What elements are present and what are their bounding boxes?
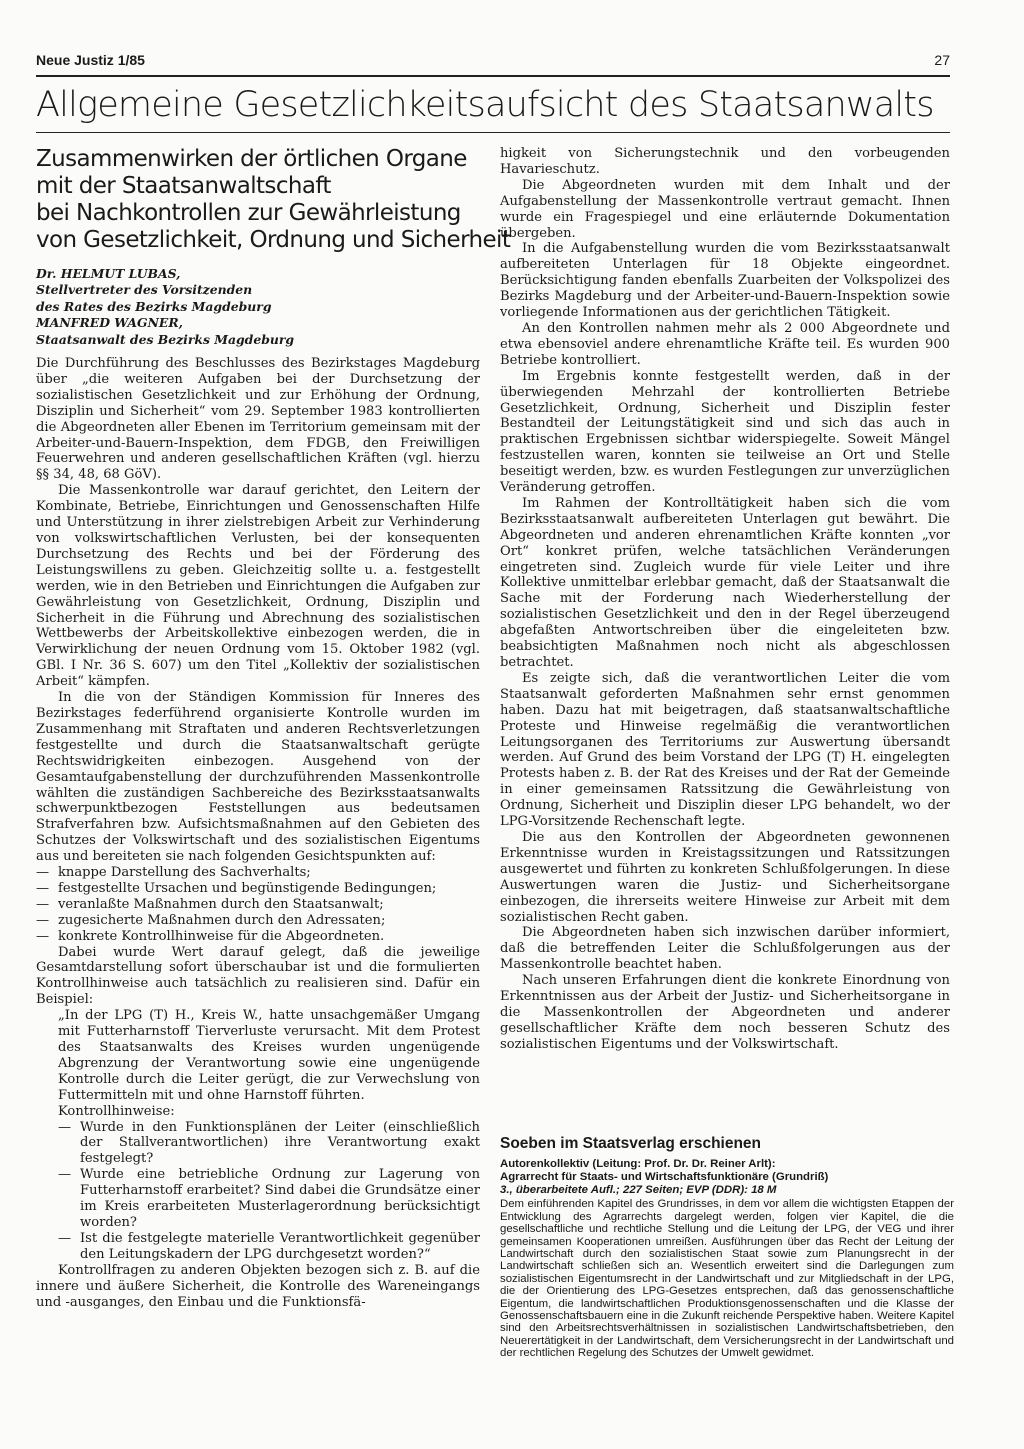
list-item: — konkrete Kontrollhinweise für die Abgeordneten. xyxy=(36,928,385,944)
quote-paragraph: „In der LPG (T) H., Kreis W., hatte unsachgemäßer Umgang mit Futterharnstoff Tierverluste verursacht. Mit dem Protest des Staatsanwalts des Kreises wurden ungenügende Abgrenzung der Verantwortung sowie eine ungenügende Kontrolle durch die Leiter gerügt, die zur Verwechslung von Futtermitteln mit und ohne Harnstoff führten. xyxy=(58,1008,480,1103)
article-subtitle xyxy=(36,146,511,254)
list-item: — veranlaßte Maßnahmen durch den Staatsanwalt; xyxy=(36,896,384,912)
right-column xyxy=(500,146,950,1053)
body-paragraph: An den Kontrollen nahmen mehr als 2 000 Abgeordnete und etwa ebensoviel andere ehrenamtliche Kräfte teil. Es wurden 900 Betriebe kontrolliert. xyxy=(500,320,950,368)
body-paragraph: Im Rahmen der Kontrolltätigkeit haben sich die vom Bezirksstaatsanwalt aufbereiteten Unterlagen gut bewährt. Die Abgeordneten und anderen ehrenamtlichen Kräfte konnten „vor Ort“ konkret prüfen, welche tatsächlichen Veränderungen eingetreten sind. Zugleich wurde für viele Leiter und ihre Kollektive unmittelbar erlebbar gemacht, daß der Staatsanwalt die Sache mit der Forderung nach Wiederherstellung der sozialistischen Gesetzlichkeit und den in der Regel überzeugend abgefaßten Antwortschreiben über die eingeleiteten bzw. beabsichtigten Maßnahmen noch nicht als abgeschlossen betrachtet. xyxy=(500,495,950,670)
body-paragraph: In die von der Ständigen Kommission für Inneres des Bezirkstages federführend organisierte Kontrolle wurden im Zusammenhang mit Straftaten und anderen Rechtsverletzungen festgestellte und durch die Staatsanwaltschaft gerügte Rechtswidrigkeiten einbezogen. Ausgehend von der Gesamtaufgabenstellung der durchzuführenden Massenkontrolle wählten die zuständigen Sachbereiche des Bezirksstaatsanwalts schwerpunktbezogen Feststellungen aus bedeutsamen Strafverfahren bzw. Aufsichtsmaßnahmen auf den Gebieten des Schutzes der Volkswirtschaft und des sozialistischen Eigentums aus und bereiteten sie nach folgenden Gesichtspunkten auf: xyxy=(36,690,480,865)
subtitle-line: mit der Staatsanwaltschaft xyxy=(36,173,331,199)
body-paragraph: Die Abgeordneten wurden mit dem Inhalt und der Aufgabenstellung der Massenkontrolle vertraut gemacht. Ihnen wurde ein Fragespiegel und eine erläuternde Dokumentation übergeben. xyxy=(500,177,950,241)
page-header xyxy=(36,52,950,74)
body-paragraph: Im Ergebnis konnte festgestellt werden, daß in der überwiegenden Mehrzahl der kontrollierten Betriebe Gesetzlichkeit, Ordnung, Sicherheit und Disziplin fester Bestandteil der Leitungstätigkeit sind und sich das auch in praktischen Ergebnissen sichtbar widerspiegelte. Soweit Mängel festzustellen waren, konnten sie teilweise an Ort und Stelle beseitigt werden, bzw. es wurden Festlegungen zur unverzüglichen Veränderung getroffen. xyxy=(500,368,950,496)
subtitle-line: von Gesetzlichkeit, Ordnung und Sicherheit xyxy=(36,227,511,253)
body-paragraph: Nach unseren Erfahrungen dient die konkrete Einordnung von Erkenntnissen aus der Arbeit der Justiz- und Sicherheitsorgane in die Massenkontrollen der Abgeordneten und anderer gesellschaftlicher Kräfte dem noch besseren Schutz des sozialistischen Eigentums und der Volkswirtschaft. xyxy=(500,973,950,1052)
journal-issue: Neue Justiz 1/85 xyxy=(36,52,145,68)
quote-item: — Wurde eine betriebliche Ordnung zur Lagerung von Futterharnstoff erarbeitet? Sind dabei die Grundsätze einer im Kreis erarbeiteten Musterlagerordnung berücksichtigt worden? xyxy=(58,1167,480,1230)
list-item: — knappe Darstellung des Sachverhalts; xyxy=(36,865,311,881)
body-paragraph: Kontrollfragen zu anderen Objekten bezogen sich z. B. auf die innere und äußere Sicherheit, die Kontrolle des Wareneingangs und -ausganges, den Einbau und die Funktionsfä- xyxy=(36,1262,480,1310)
body-paragraph: higkeit von Sicherungstechnik und den vorbeugenden Havarieschutz. xyxy=(500,146,950,177)
citation-title: Agrarrecht für Staats- und Wirtschaftsfunktionäre (Grundriß) xyxy=(500,1170,829,1183)
section-title: Allgemeine Gesetzlichkeitsaufsicht des Staatsanwalts xyxy=(36,85,934,125)
notice-heading: Soeben im Staatsverlag erschienen xyxy=(500,1135,762,1152)
body-paragraph: Dabei wurde Wert darauf gelegt, daß die jeweilige Gesamtdarstellung sofort überschaubar ist und die formulierten Kontrollhinweise auch tatsächlich zu realisieren sind. Dafür ein Beispiel: xyxy=(36,944,480,1008)
page-number: 27 xyxy=(934,52,950,68)
list-item: — festgestellte Ursachen und begünstigende Bedingungen; xyxy=(36,880,437,896)
author-line: Stellvertreter des Vorsitzenden xyxy=(36,282,253,298)
header-rule xyxy=(36,75,950,77)
quote-item: — Ist die festgelegte materielle Verantwortlichkeit gegenüber den Leitungskadern der LPG durchgesetzt worden?“ xyxy=(58,1230,480,1262)
body-paragraph: In die Aufgabenstellung wurden die vom Bezirksstaatsanwalt aufbereiteten Unterlagen für 18 Objekte eingeordnet. Berücksichtigung fanden ebenfalls Zuarbeiten der Volkspolizei des Bezirks Magdeburg und der Arbeiter-und-Bauern-Inspektion sowie vorliegende Informationen aus der gerichtlichen Tätigkeit. xyxy=(500,241,950,321)
citation-authors: Autorenkollektiv (Leitung: Prof. Dr. Dr. Reiner Arlt): xyxy=(500,1158,776,1170)
body-paragraph: Die Massenkontrolle war darauf gerichtet, den Leitern der Kombinate, Betriebe, Einrichtungen und Genossenschaften Hilfe und Unterstützung in ihrer zielstrebigen Arbeit zur Verhinderung von volkswirtschaftlichen Verlusten, bei der konsequenten Durchsetzung des Rechts und bei der Förderung des Leistungswillens zu geben. Gleichzeitig sollte u. a. festgestellt werden, wie in den Betrieben und Einrichtungen die Aufgaben zur Gewährleistung von Gesetzlichkeit, Ordnung, Disziplin und Sicherheit in die Führung und Abrechnung des sozialistischen Wettbewerbs der Arbeitskollektive einbezogen werden, die in Verwirklichung der neuen Ordnung vom 15. Oktober 1982 (vgl. GBl. I Nr. 36 S. 607) um den Titel „Kollektiv der sozialistischen Arbeit“ kämpfen. xyxy=(36,483,480,690)
subtitle-line: bei Nachkontrollen zur Gewährleistung xyxy=(36,200,461,226)
publisher-notice xyxy=(500,1134,954,1360)
subtitle-line: Zusammenwirken der örtlichen Organe xyxy=(36,146,467,172)
example-quote xyxy=(36,1008,480,1263)
body-paragraph: Die Abgeordneten haben sich inzwischen darüber informiert, daß die betreffenden Leiter die Schlußfolgerungen aus der Massenkontrolle beachtet haben. xyxy=(500,925,950,973)
criteria-list xyxy=(36,865,480,945)
list-item: — zugesicherte Maßnahmen durch den Adressaten; xyxy=(36,912,386,928)
author-line: des Rates des Bezirks Magdeburg xyxy=(36,298,272,314)
author-line: MANFRED WAGNER, xyxy=(36,315,183,331)
author-line: Dr. HELMUT LUBAS, xyxy=(36,266,181,281)
left-column xyxy=(36,146,511,1310)
quote-item: — Wurde in den Funktionsplänen der Leiter (einschließlich der Stallverantwortlichen) ihre Verantwortung exakt festgelegt? xyxy=(58,1119,480,1167)
quote-label: Kontrollhinweise: xyxy=(58,1103,175,1119)
book-citation xyxy=(500,1158,954,1196)
author-line: Staatsanwalt des Bezirks Magdeburg xyxy=(36,331,295,347)
body-paragraph: Die Durchführung des Beschlusses des Bezirkstages Magdeburg über „die weiteren Aufgaben bei der Durchsetzung der sozialistischen Gesetzlichkeit und zur Erhöhung der Ordnung, Disziplin und Sicherheit“ vom 29. September 1983 kontrollierten die Abgeordneten aller Ebenen im Territorium gemeinsam mit der Arbeiter-und-Bauern-Inspektion, dem FDGB, den Freiwilligen Feuerwehren und anderen gesellschaftlichen Kräften (vgl. hierzu §§ 34, 48, 68 GöV). xyxy=(36,356,480,483)
book-description: Dem einführenden Kapitel des Grundrisses, in dem vor allem die wichtigsten Etappen der Entwicklung des Agrarrechts dargelegt werden, folgen vier Kapitel, die die gesellschaftliche und rechtliche Stellung und die Leitung der LPG, der VEG und ihrer gemeinsamen Kooperationen umreißen. Ausführungen über das Recht der Leitung der Landwirtschaft durch den sozialistischen Staat sowie zum Planungsrecht in der Landwirtschaft schließen sich an. Wesentlich erweitert sind die Darlegungen zum sozialistischen Eigentumsrecht in der Landwirtschaft und zur Mitgliedschaft in der LPG, die der Orientierung des LPG-Gesetzes entsprechen, daß das genossenschaftliche Eigentum, die landwirtschaftlichen Produktionsgenossenschaften und die Klasse der Genossenschaftsbauern eine in die Zukunft reichende Perspektive haben. Weitere Kapitel sind den Arbeitsrechtsverhältnissen in sozialistischen Landwirtschaftsbetrieben, den Neuerertätigkeit in der Landwirtschaft, dem Versicherungsrecht in der Landwirtschaft und der rechtlichen Regelung des Schutzes der Umwelt gewidmet. xyxy=(500,1198,954,1360)
title-rule xyxy=(36,132,950,133)
citation-edition: 3., überarbeitete Aufl.; 227 Seiten; EVP (DDR): 18 M xyxy=(500,1183,777,1196)
author-block xyxy=(36,266,480,348)
body-paragraph: Die aus den Kontrollen der Abgeordneten gewonnenen Erkenntnisse wurden in Kreistagssitzungen und Ratssitzungen ausgewertet und führten zu konkreten Schlußfolgerungen. In diese Auswertungen waren die Justiz- und Sicherheitsorgane einbezogen, die ihrerseits weitere Hinweise zur Arbeit mit dem sozialistischen Recht gaben. xyxy=(500,829,950,925)
body-paragraph: Es zeigte sich, daß die verantwortlichen Leiter die vom Staatsanwalt geforderten Maßnahmen sehr ernst genommen haben. Dazu hat mit beigetragen, daß staatsanwaltschaftliche Proteste und Hinweise regelmäßig die verantwortlichen Leitungsorganen des Territoriums zur Auswertung übersandt werden. Auf Grund des beim Vorstand der LPG (T) H. eingelegten Protests haben z. B. der Rat des Kreises und der Rat der Gemeinde in einer gemeinsamen Ratssitzung die Gewährleistung von Ordnung, Sicherheit und Disziplin dieser LPG behandelt, wo der LPG-Vorsitzende Rechenschaft legte. xyxy=(500,670,950,830)
